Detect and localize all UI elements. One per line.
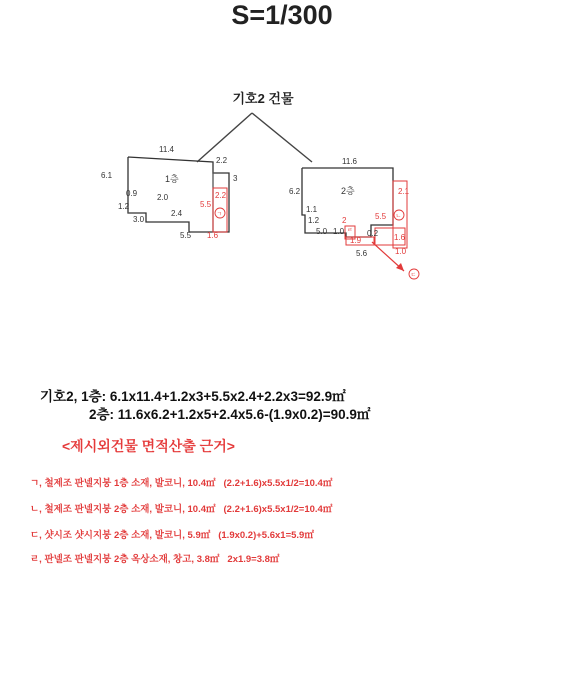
floor2-dim-1-1: 1.1 (306, 205, 318, 214)
basis-item-2-formula: (2.2+1.6)x5.5x1/2=10.4㎡ (223, 504, 333, 515)
floor2-dim-1-0-top: 1.0 (333, 227, 345, 236)
basis-item-3-text: ㄷ, 샷시조 샷시지붕 2층 소재, 발코니, 5.9㎡ (30, 530, 211, 541)
floor2-dim-1-9: 1.9 (350, 236, 362, 245)
floor2-marker-l: ㄴ (395, 214, 402, 220)
floor1-dim-0-9: 0.9 (126, 189, 138, 198)
floor1-label: 1층 (165, 174, 179, 184)
calc-line-1: 기호2, 1층: 6.1x11.4+1.2x3+5.5x2.4+2.2x3=92.9㎡ (40, 389, 346, 404)
floor2-dim-2-1: 2.1 (398, 187, 410, 196)
leader-line-right (252, 113, 312, 162)
basis-item-1-formula: (2.2+1.6)x5.5x1/2=10.4㎡ (223, 478, 333, 489)
floor2-dim-6-2: 6.2 (289, 187, 301, 196)
leader-line-left (197, 113, 252, 162)
floor1-dim-2-0: 2.0 (157, 193, 169, 202)
basis-item-2 (30, 501, 332, 515)
floor2-labels (289, 157, 419, 279)
floor-plan-drawing (0, 60, 564, 340)
floor1-dim-5-5-bottom: 5.5 (180, 231, 192, 240)
floor1-dim-2-4: 2.4 (171, 209, 183, 218)
floor1-dim-3-0: 3.0 (133, 215, 145, 224)
basis-item-4-formula: 2x1.9=3.8㎡ (227, 554, 280, 565)
floor2-dim-0-2: 0.2 (367, 229, 379, 238)
floor1-dim-1-2: 1.2 (118, 202, 130, 211)
floor1-marker-label: ㄱ (216, 212, 223, 218)
floor1-dim-5-5-side: 5.5 (200, 200, 212, 209)
floor1-dim-2-2-side: 2.2 (215, 191, 227, 200)
floor1-dim-1-6: 1.6 (207, 231, 219, 240)
floor2-dim-5-0: 5.0 (316, 227, 328, 236)
floor2-marker-r: ㄹ (347, 228, 353, 234)
floor2-dim-2: 2 (342, 216, 347, 225)
floor1-dim-2-2-top: 2.2 (216, 156, 228, 165)
floor2-dim-1-6: 1.6 (394, 233, 406, 242)
basis-item-1 (30, 475, 332, 489)
basis-item-2-text: ㄴ, 철제조 판넬지붕 2층 소재, 발코니, 10.4㎡ (30, 504, 216, 515)
basis-item-4 (30, 551, 279, 565)
floor2-dim-1-0-right: 1.0 (395, 247, 407, 256)
basis-item-3-formula: (1.9x0.2)+5.6x1=5.9㎡ (218, 530, 314, 541)
basis-heading: <제시외건물 면적산출 근거> (62, 438, 235, 454)
floor1-dim-6-1: 6.1 (101, 171, 113, 180)
floor1-dim-11-4: 11.4 (159, 145, 174, 154)
floor2-label: 2층 (341, 186, 355, 196)
floor2-dim-11-6: 11.6 (342, 157, 357, 166)
building-title: 기호2 건물 (232, 91, 294, 106)
floor2-dim-5-5: 5.5 (375, 212, 387, 221)
basis-item-4-text: ㄹ, 판넬조 판넬지붕 2층 옥상소재, 창고, 3.8㎡ (30, 554, 220, 565)
basis-item-3 (30, 527, 314, 541)
floor2-dim-1-2: 1.2 (308, 216, 320, 225)
scale-title: S=1/300 (231, 0, 333, 30)
calc-line-2: 2층: 11.6x6.2+1.2x5+2.4x5.6-(1.9x0.2)=90.9㎡ (89, 407, 371, 422)
floor1-dim-3: 3 (233, 174, 238, 183)
basis-item-1-text: ㄱ, 철제조 판넬지붕 1층 소재, 발코니, 10.4㎡ (30, 478, 216, 489)
floor2-dim-5-6: 5.6 (356, 249, 368, 258)
floor2-marker-d: ㄷ (410, 273, 417, 279)
